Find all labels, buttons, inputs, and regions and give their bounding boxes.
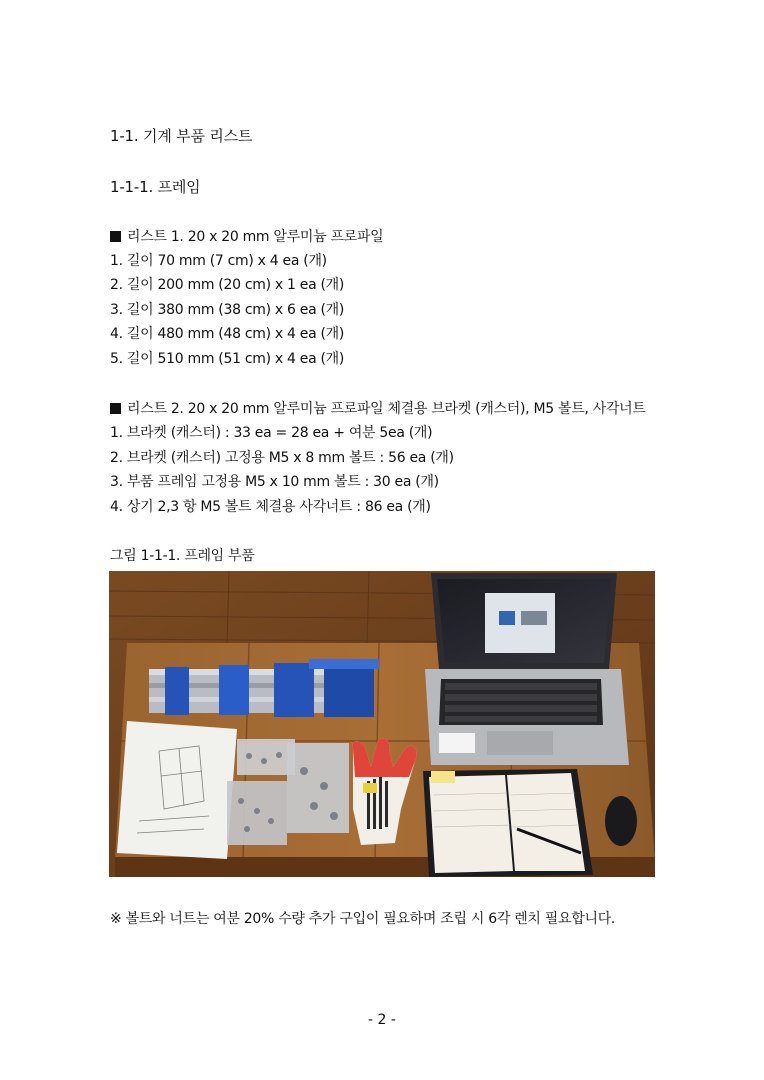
note-text: ※ 볼트와 너트는 여분 20% 수량 추가 구입이 필요하며 조립 시 6각 렌치 필요합니다. xyxy=(110,911,616,927)
list-item: 1. 브라켓 (캐스터) : 33 ea = 28 ea + 여분 5ea (개) xyxy=(110,425,433,441)
list-item: 1. 길이 70 mm (7 cm) x 4 ea (개) xyxy=(110,253,327,269)
notebook-with-pen xyxy=(423,769,593,877)
list2-title-line xyxy=(110,398,646,418)
list-item: 5. 길이 510 mm (51 cm) x 4 ea (개) xyxy=(110,351,345,367)
subsection-heading: 1-1-1. 프레임 xyxy=(110,178,201,196)
list-item: 4. 상기 2,3 항 M5 볼트 체결용 사각너트 : 86 ea (개) xyxy=(110,499,431,515)
list-item: 2. 브라켓 (캐스터) 고정용 M5 x 8 mm 볼트 : 56 ea (개) xyxy=(110,450,454,466)
figure-caption: 그림 1-1-1. 프레임 부품 xyxy=(110,548,255,564)
list-item: 3. 부품 프레임 고정용 M5 x 10 mm 볼트 : 30 ea (개) xyxy=(110,474,439,490)
black-square-bullet-icon xyxy=(110,231,121,242)
black-square-bullet-icon xyxy=(110,403,121,414)
list1-title: 리스트 1. 20 x 20 mm 알루미늄 프로파일 xyxy=(127,229,384,245)
frame-sketch-paper xyxy=(117,721,237,859)
list-item: 3. 길이 380 mm (38 cm) x 6 ea (개) xyxy=(110,302,345,318)
computer-mouse xyxy=(605,796,637,846)
list-item: 4. 길이 480 mm (48 cm) x 4 ea (개) xyxy=(110,326,345,342)
frame-parts-photo xyxy=(109,571,655,877)
page-number: - 2 - xyxy=(368,1012,396,1028)
list2-title: 리스트 2. 20 x 20 mm 알루미늄 프로파일 체결용 브라켓 (캐스터), M5 볼트, 사각너트 xyxy=(127,401,646,417)
list-item: 2. 길이 200 mm (20 cm) x 1 ea (개) xyxy=(110,277,345,293)
list1-title-line xyxy=(110,226,383,246)
bolt-bags xyxy=(227,739,349,845)
laptop xyxy=(425,573,629,765)
section-heading: 1-1. 기계 부품 리스트 xyxy=(110,127,253,145)
